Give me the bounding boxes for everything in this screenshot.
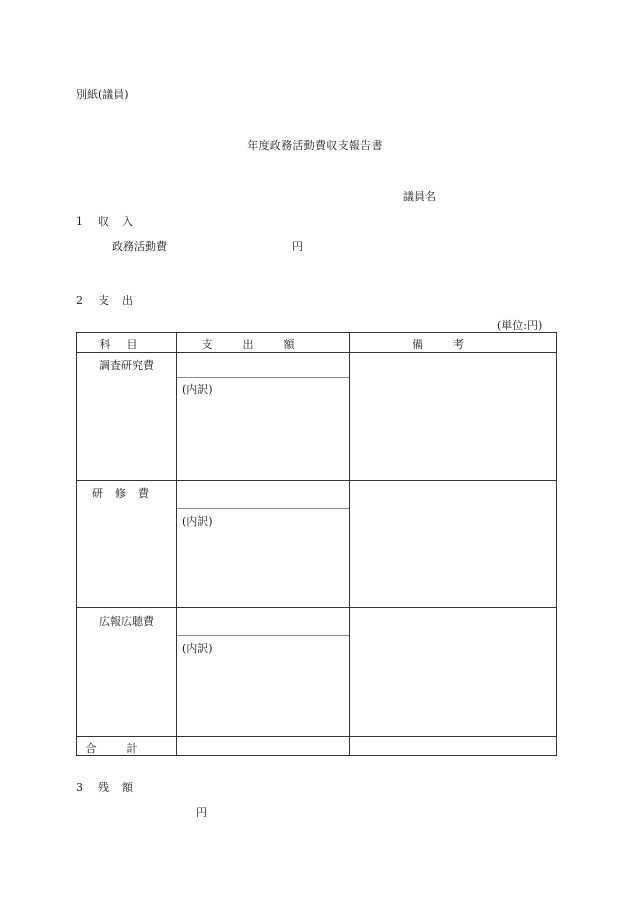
row-divider [77,480,556,481]
section-number: 3 [76,781,83,794]
unit-note: (単位:円) [497,319,543,332]
row-category-training: 研修費 [92,487,161,500]
annex-label: 別紙(議員) [76,88,129,101]
total-label: 合計 [85,742,168,755]
section-title: 残額 [98,781,146,794]
section-income-heading [76,213,146,229]
income-unit-label: 円 [292,240,303,253]
section-expense-heading [76,292,146,308]
header-category: 科目 [99,338,154,351]
amount-subtotal-line [177,635,349,636]
column-divider [349,333,350,755]
header-divider [77,352,556,353]
header-remarks: 備考 [412,338,494,351]
section-title: 収入 [98,215,146,228]
section-number: 1 [76,215,83,228]
amount-subtotal-line [177,377,349,378]
section-balance-heading [76,779,146,795]
row-divider [77,736,556,737]
section-number: 2 [76,294,83,307]
section-title: 支出 [98,294,146,307]
report-title: 年度政務活動費収支報告書 [247,139,383,152]
member-name-label: 議員名 [403,190,436,203]
amount-subtotal-line [177,508,349,509]
balance-unit-label: 円 [196,806,207,819]
row-detail-label: (内訳) [182,642,213,655]
row-detail-label: (内訳) [182,515,213,528]
row-category-publicity: 広報広聴費 [99,615,154,628]
row-divider [77,607,556,608]
row-detail-label: (内訳) [182,383,213,396]
row-category-research: 調査研究費 [99,359,154,372]
header-amount: 支出額 [201,338,325,351]
column-divider [176,333,177,755]
income-item-label: 政務活動費 [112,240,167,253]
expense-table [76,332,557,756]
